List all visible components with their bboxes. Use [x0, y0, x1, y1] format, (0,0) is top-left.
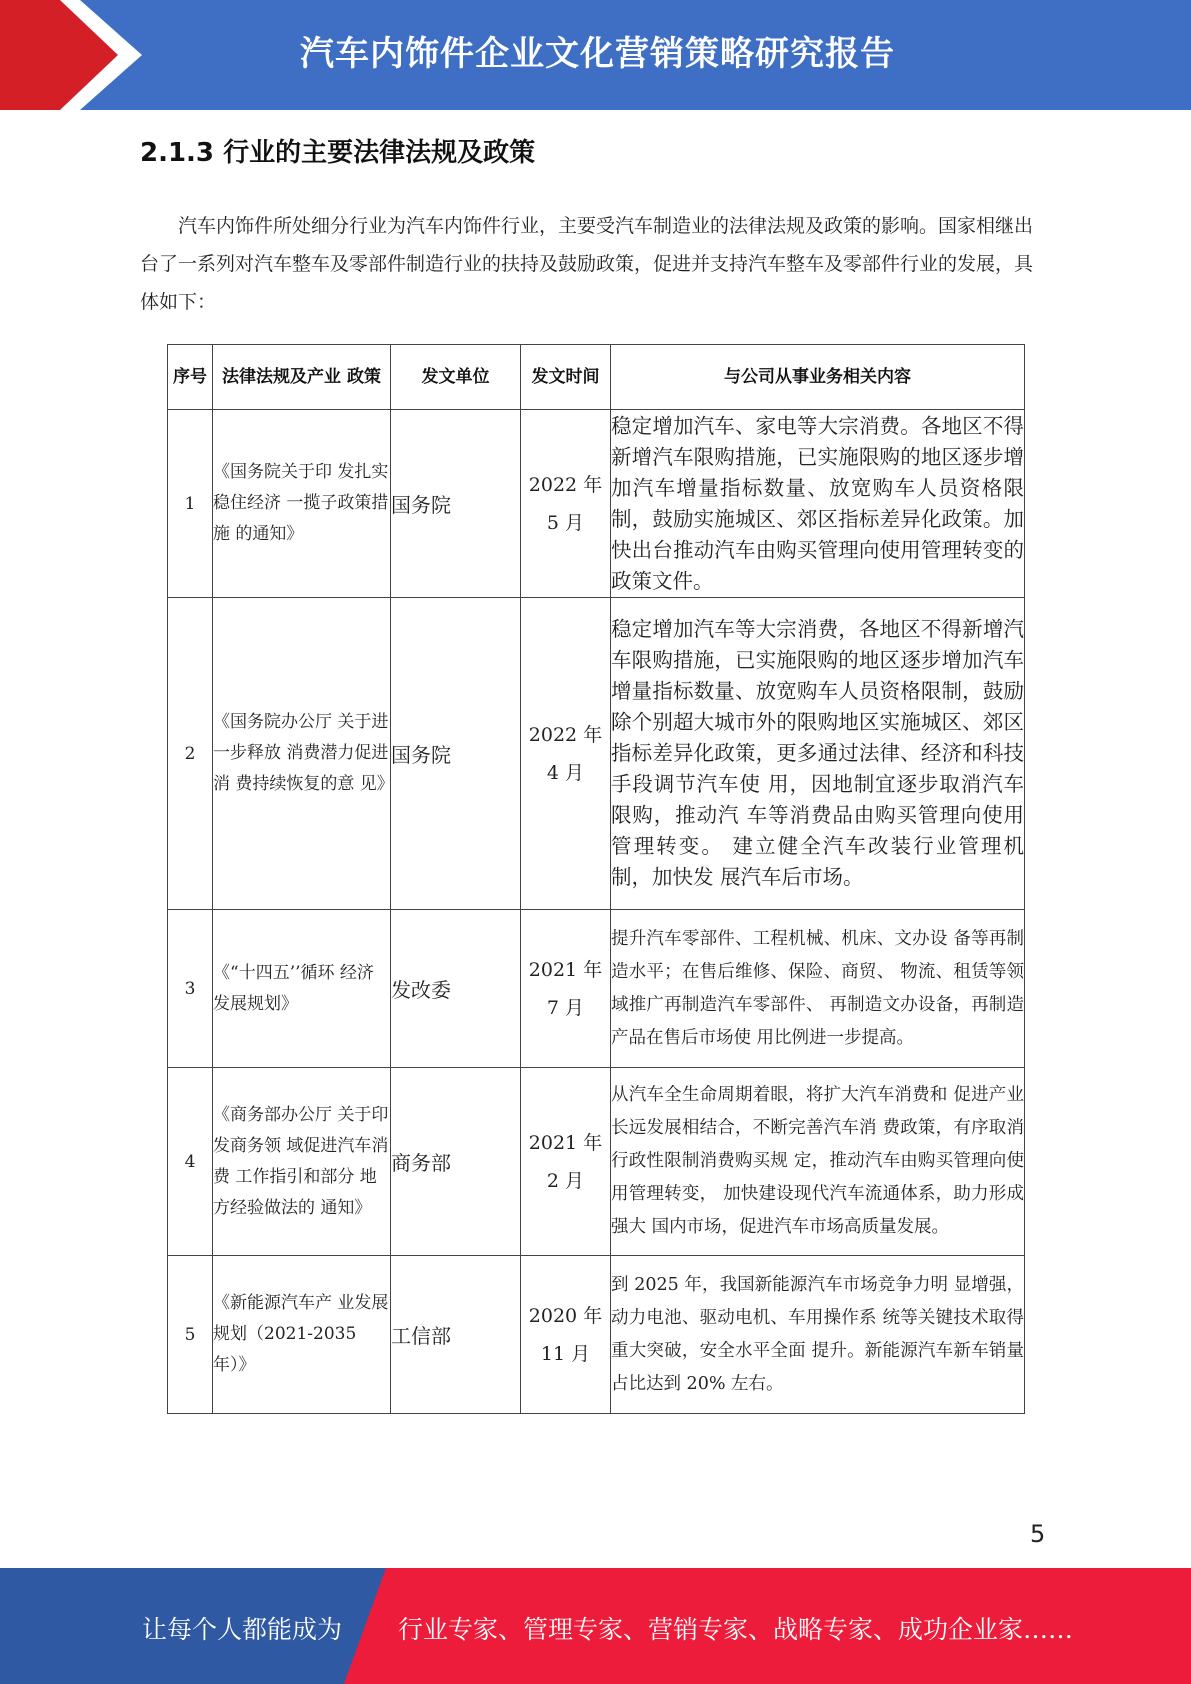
row-no: 1: [168, 410, 213, 598]
row-date: 2022 年 5 月: [521, 410, 611, 598]
section-heading: 2.1.3 行业的主要法律法规及政策: [140, 138, 536, 168]
row-date: 2022 年 4 月: [521, 598, 611, 910]
row-name: 《“十四五’’循环 经济发展规划》: [213, 910, 391, 1068]
row-issuer: 国务院: [391, 410, 521, 598]
row-no: 4: [168, 1068, 213, 1256]
row-issuer: 发改委: [391, 910, 521, 1068]
row-issuer: 商务部: [391, 1068, 521, 1256]
table-row: [168, 598, 1025, 910]
row-issuer: 工信部: [391, 1256, 521, 1414]
table-row: [168, 1068, 1025, 1256]
table-row: [168, 410, 1025, 598]
row-name: 《新能源汽车产 业发展规划（2021-2035 年）》: [213, 1256, 391, 1414]
row-date: 2021 年 2 月: [521, 1068, 611, 1256]
row-date: 2020 年 11 月: [521, 1256, 611, 1414]
table-row: [168, 910, 1025, 1068]
row-issuer: 国务院: [391, 598, 521, 910]
footer-slogan-left: 让每个人都能成为: [142, 1615, 343, 1644]
header-date: 发文时间: [521, 345, 611, 410]
row-no: 3: [168, 910, 213, 1068]
header-name: 法律法规及产业 政策: [213, 345, 391, 410]
policy-table: [167, 344, 1025, 1414]
page-number: 5: [1030, 1520, 1046, 1548]
intro-paragraph: 汽车内饰件所处细分行业为汽车内饰件行业，主要受汽车制造业的法律法规及政策的影响。国家相继出台了一系列对汽车整车及零部件制造行业的扶持及鼓励政策，促进并支持汽车整车及零部件行业的发展，具体如下：: [140, 215, 1034, 313]
row-name: 《国务院办公厅 关于进一步释放 消费潜力促进消 费持续恢复的意 见》: [213, 598, 391, 910]
row-name: 《国务院关于印 发扎实稳住经济 一揽子政策措施 的通知》: [213, 410, 391, 598]
row-content: 到 2025 年，我国新能源汽车市场竞争力明 显增强，动力电池、驱动电机、车用操作系 统等关键技术取得重大突破，安全水平全面 提升。新能源汽车新车销量占比达到 20% 左右。: [611, 1256, 1025, 1414]
table-row: [168, 1256, 1025, 1414]
row-content: 从汽车全生命周期着眼，将扩大汽车消费和 促进产业长远发展相结合，不断完善汽车消 费政策，有序取消行政性限制消费购买规 定，推动汽车由购买管理向使用管理转变， 加快建设现代汽车流通体系，助力形成强大 国内市场，促进汽车市场高质量发展。: [611, 1068, 1025, 1256]
row-content: 稳定增加汽车等大宗消费，各地区不得新增汽车限购措施，已实施限购的地区逐步增加汽车增量指标数量、放宽购车人员资格限制，鼓励除个别超大城市外的限购地区实施城区、郊区指标差异化政策，更多通过法律、经济和科技手段调节汽车使 用，因地制宜逐步取消汽车限购，推动汽 车等消费品由购买管理向使用管理转变。 建立健全汽车改装行业管理机制，加快发 展汽车后市场。: [611, 598, 1025, 910]
footer-slogan-right: 行业专家、管理专家、营销专家、战略专家、成功企业家……: [398, 1615, 1074, 1644]
row-no: 2: [168, 598, 213, 910]
row-content: 提升汽车零部件、工程机械、机床、文办设 备等再制造水平；在售后维修、保险、商贸、 物流、租赁等领域推广再制造汽车零部件、 再制造文办设备，再制造产品在售后市场使 用比例进一步提高。: [611, 910, 1025, 1068]
row-no: 5: [168, 1256, 213, 1414]
row-content: 稳定增加汽车、家电等大宗消费。各地区不得新增汽车限购措施，已实施限购的地区逐步增加汽车增量指标数量、放宽购车人员资格限制，鼓励实施城区、郊区指标差异化政策。加快出台推动汽车由购买管理向使用管理转变的政策文件。: [611, 410, 1025, 598]
row-date: 2021 年 7 月: [521, 910, 611, 1068]
row-name: 《商务部办公厅 关于印发商务领 域促进汽车消费 工作指引和部分 地方经验做法的 通知》: [213, 1068, 391, 1256]
header-issuer: 发文单位: [391, 345, 521, 410]
header-no: 序号: [168, 345, 213, 410]
table-header-row: [168, 345, 1025, 410]
header-title: 汽车内饰件企业文化营销策略研究报告: [300, 34, 895, 74]
header-content: 与公司从事业务相关内容: [611, 345, 1025, 410]
page-footer: [0, 1568, 1191, 1684]
page-header: [0, 0, 1191, 110]
